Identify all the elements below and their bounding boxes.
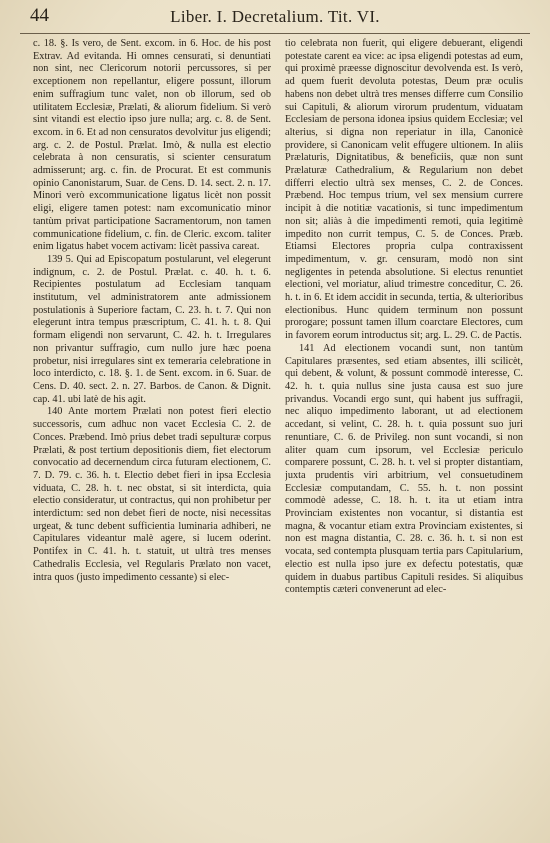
right-column xyxy=(285,38,523,836)
running-head: Liber. I. Decretalium. Tit. VI. xyxy=(170,7,380,26)
paragraph: 141 Ad electionem vocandi sunt, non tantùm Capitulares præsentes, sed etiam absentes, illi scilicèt, qui debent, & volunt, & possunt commodè interesse, C. 42. h. t. quia nullus sine justa causa est suo jure privandus. Vocandi ergo sunt, qui habent jus suffragii, nec aliquo impedimento laborant, ut ad electionem accedant, si velint, C. 28. h. t. quia possunt suo juri renuntiare, C. 6. de Privileg. non sunt vocandi, si non aliter quam cum ipsorum, vel Ecclesiæ periculo comparere possunt, C. 28. h. t. vel si propter distantiam, juxta prudentis viri arbitrium, vel consuetudinem Ecclesiæ computandam, C. 55. h. t. non possint commodè adesse, C. 18. h. t. ita ut etiam intra Provinciam existentes non vocantur, si distantia est magna, & vocantur etiam extra Provinciam existentes, si non est magna distantia, C. 28. c. 36. h. t. si non est vocata, sed contempta plusquam tertia pars Capitularium, electio est nulla ipso jure ex defectu potestatis, quæ quidem in duabus partibus Capituli resides. Si aliquibus contemptis cæteri convenerunt ad elec- xyxy=(285,342,523,596)
left-column xyxy=(33,38,271,836)
paragraph: tio celebrata non fuerit, qui eligere debuerant, eligendi potestate carent ea vice: ac ipsa eligendi potestas ad eum, qui proximè præesse dignoscitur devolvenda est. Is verò, ad quem fuerit devoluta potestas, Deum præ oculis habens non debet ultrà tres menses differre cum Consilio sui Capituli, & aliorum virorum prudentum, viduatam Ecclesiam de persona idonea ipsius quidem Ecclesiæ; vel alterius, si digna non reperiatur in illa, Canonicè providere, si Canonicam velit effugere ultionem. In aliis Prælaturis, Dignitatibus, & beneficiis, quæ non sunt Prælaturæ Cathedralium, & Regularium non debet differri electio ultrà sex menses, C. 2. de Conces. Præbend. Hoc tempus trium, vel sex mensium currere incipit à die notitiæ vacationis, si tunc impedimentum non sit; aliàs à die impedimenti remoti, quia legitimè impedito non currit tempus, C. 5. de Conces. Præb. Etiamsi Electores propria culpa contraxissent impedimentum, v. gr. censuram, modò non sint negligentes in petenda absolutione. Si electus renuntiet electioni, vel moriatur, aliud trimestre conceditur, C. 26. h. t. in 6. Et idem accidit in secunda, tertia, & ulterioribus electionibus. Hunc quidem terminum non possunt prorogare; possunt tamen illum coarctare Electores, cum in favorem eorum introductus sit; arg. L. 29. C. de Pactis. xyxy=(285,38,523,342)
paragraph: 139 5. Qui ad Episcopatum postularunt, vel elegerunt indignum, c. 2. de Postul. Prælat. c. 40. h. t. 6. Recipientes postulatum ad Ecclesiam tanquam institutum, vel administratorem ante admissionem postulationis à Superiore factam, C. 23. h. t. 7. Qui non elegerunt intra tempus præscriptum, C. 41. h. t. 8. Qui formam eligendi non servarunt, C. 42. h. t. Irregulares non privantur suffragio, cum nullo jure hæc poena probetur, nisi irregulares sint ex temeraria celebratione in loco interdicto, c. 18. §. 1. de Sent. excom. in 6. Suar. de Cens. D. 40. sect. 2. n. 27. Barbos. de Canon. & Dignit. cap. 41. ubi latè de his agit. xyxy=(33,253,271,405)
paragraph: 140 Ante mortem Prælati non potest fieri electio successoris, cum adhuc non vacet Ecclesia C. 2. de Conces. Præbend. Imò prius debet tradi sepulturæ corpus Prælati, & post tertium depositionis diem, fiet electorum convocatio ad decernendum circa futuram electionem, C. 7. D. 79. c. 36. h. t. Electio debet fieri in ipsa Ecclesia viduata, C. 28. h. t. nec obstat, si sit interdicta, quia electio consideratur, ut contractus, qui non prohibetur per interdictum: sed non debet fieri de nocte, nisi necessitas urgeat, & tunc debent sufficientia luminaria adhiberi, ne Capitulares videantur malè agere, si lucem oderint. Pontifex in C. 41. h. t. statuit, ut ultrà tres menses Cathedralis Ecclesia, vel Regularis Prælato non vacet, intra quos (justo impedimento cessante) si elec- xyxy=(33,406,271,583)
paragraph: c. 18. §. Is vero, de Sent. excom. in 6. Hoc. de his post Extrav. Ad evitanda. Hi omnes censurati, si denuntiati non sint, nec Clericorum notorii percussores, si per exceptionem non repellantur, eligere possunt, illorum enim suffragium tunc valet, non ob illorum, sed ob utilitatem Ecclesiæ, Prælati, & aliorum fidelium. Si verò sint vitandi est electio ipso jure nulla; arg. c. 8. de Sent. excom. in 6. Et ad non censuratos devolvitur jus eligendi; arg. c. 2. de Postul. Prælat. Imò, & nulla est electio celebrata à non censuratis, si scienter censuratum admisserunt; arg. c. fin. de Procurat. Et est communis opinio Canonistarum, Suar. de Cens. D. 14. sect. 2. n. 17. Minori verò excommunicatione ligatus licèt non possit eligi, eligere tamen potest: nam excomunicatio minor tantùm privat participatione Sacramentorum, non tamen communicatione fidelium, c. fin. de Cleric. excom. taliter enim ligatus habet vocem activam: licèt passiva careat. xyxy=(33,38,271,253)
text-columns xyxy=(33,38,523,836)
page-header xyxy=(20,5,530,34)
page-number: 44 xyxy=(30,5,49,26)
